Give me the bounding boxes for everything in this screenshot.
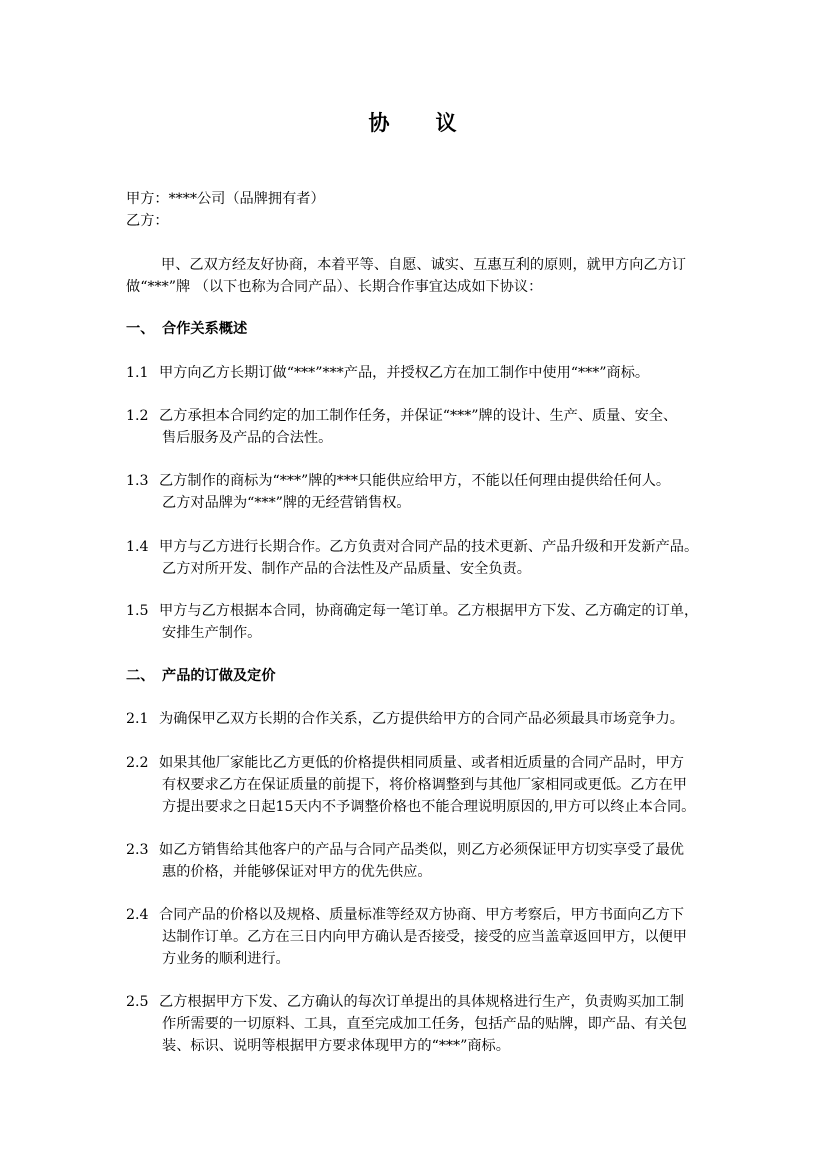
section-2-title: 产品的订做及定价 xyxy=(162,668,276,684)
item-2-2-line-1: 如果其他厂家能比乙方更低的价格提供相同质量、或者相近质量的合同产品时，甲方 xyxy=(159,755,684,771)
section-1-number: 一、 xyxy=(126,321,155,337)
item-2-5-number: 2.5 xyxy=(126,994,149,1010)
item-1-2-line-1: 乙方承担本合同约定的加工制作任务，并保证“***”牌的设计、生产、质量、安全、 xyxy=(159,408,678,424)
item-1-2-number: 1.2 xyxy=(126,408,149,424)
item-1-5-line-2: 安排生产制作。 xyxy=(162,625,262,641)
item-2-3-line-2: 惠的价格，并能够保证对甲方的优先供应。 xyxy=(162,864,432,880)
title-char-1: 协 xyxy=(368,110,392,135)
item-1-4-line-2: 乙方对所开发、制作产品的合法性及产品质量、安全负责。 xyxy=(162,561,531,577)
item-1-4-line-1: 甲方与乙方进行长期合作。乙方负责对合同产品的技术更新、产品升级和开发新产品。 xyxy=(159,539,699,555)
item-2-2-number: 2.2 xyxy=(126,755,149,771)
item-1-3-line-2: 乙方对品牌为“***”牌的无经营销售权。 xyxy=(162,495,411,511)
item-2-2-line-2: 有权要求乙方在保证质量的前提下，将价格调整到与其他厂家相同或更低。乙方在甲 xyxy=(162,777,687,793)
item-2-5-line-1: 乙方根据甲方下发、乙方确认的每次订单提出的具体规格进行生产，负责购买加工制 xyxy=(159,994,684,1010)
item-2-4-line-3: 方业务的顺利进行。 xyxy=(162,951,290,967)
item-2-5-line-2: 作所需要的一切原料、工具，直至完成加工任务，包括产品的贴牌，即产品、有关包 xyxy=(162,1016,687,1032)
item-1-2-line-2: 售后服务及产品的合法性。 xyxy=(162,430,333,446)
item-2-4-line-2: 达制作订单。乙方在三日内向甲方确认是否接受，接受的应当盖章返回甲方，以便甲 xyxy=(162,929,687,945)
title-char-2: 议 xyxy=(435,110,459,135)
party-a: 甲方：****公司（品牌拥有者） xyxy=(126,191,325,207)
item-2-4-line-1: 合同产品的价格以及规格、质量标准等经双方协商、甲方考察后，甲方书面向乙方下 xyxy=(159,907,684,923)
item-1-5-line-1: 甲方与乙方根据本合同，协商确定每一笔订单。乙方根据甲方下发、乙方确定的订单， xyxy=(159,603,699,619)
preamble-line-1: 甲、乙双方经友好协商，本着平等、自愿、诚实、互惠互利的原则，就甲方向乙方订 xyxy=(161,257,686,273)
preamble-line-2: 做“***”牌 （以下也称为合同产品）、长期合作事宜达成如下协议： xyxy=(126,279,543,295)
section-1-heading xyxy=(126,319,247,339)
item-2-2-line-3: 方提出要求之日起15天内不予调整价格也不能合理说明原因的,甲方可以终止本合同。 xyxy=(162,799,696,815)
item-1-5-number: 1.5 xyxy=(126,603,149,619)
item-1-1-number: 1.1 xyxy=(126,365,149,381)
item-2-3-line-1: 如乙方销售给其他客户的产品与合同产品类似，则乙方必须保证甲方切实享受了最优 xyxy=(159,842,684,858)
item-1-3-number: 1.3 xyxy=(126,473,149,489)
item-2-4-number: 2.4 xyxy=(126,907,149,923)
section-2-number: 二、 xyxy=(126,668,155,684)
document-title xyxy=(0,108,827,138)
item-2-5-line-3: 装、标识、说明等根据甲方要求体现甲方的“***”商标。 xyxy=(162,1038,510,1054)
item-2-3-number: 2.3 xyxy=(126,842,149,858)
item-2-1-line-1: 为确保甲乙双方长期的合作关系，乙方提供给甲方的合同产品必须最具市场竞争力。 xyxy=(159,711,684,727)
section-2-heading xyxy=(126,666,276,686)
party-b: 乙方： xyxy=(126,213,169,229)
item-1-3-line-1: 乙方制作的商标为“***”牌的***只能供应给甲方，不能以任何理由提供给任何人。 xyxy=(159,473,671,489)
section-1-title: 合作关系概述 xyxy=(162,321,248,337)
item-1-4-number: 1.4 xyxy=(126,539,149,555)
item-2-1-number: 2.1 xyxy=(126,711,149,727)
item-1-1-line-1: 甲方向乙方长期订做“***”***产品，并授权乙方在加工制作中使用“***”商标。 xyxy=(159,365,650,381)
